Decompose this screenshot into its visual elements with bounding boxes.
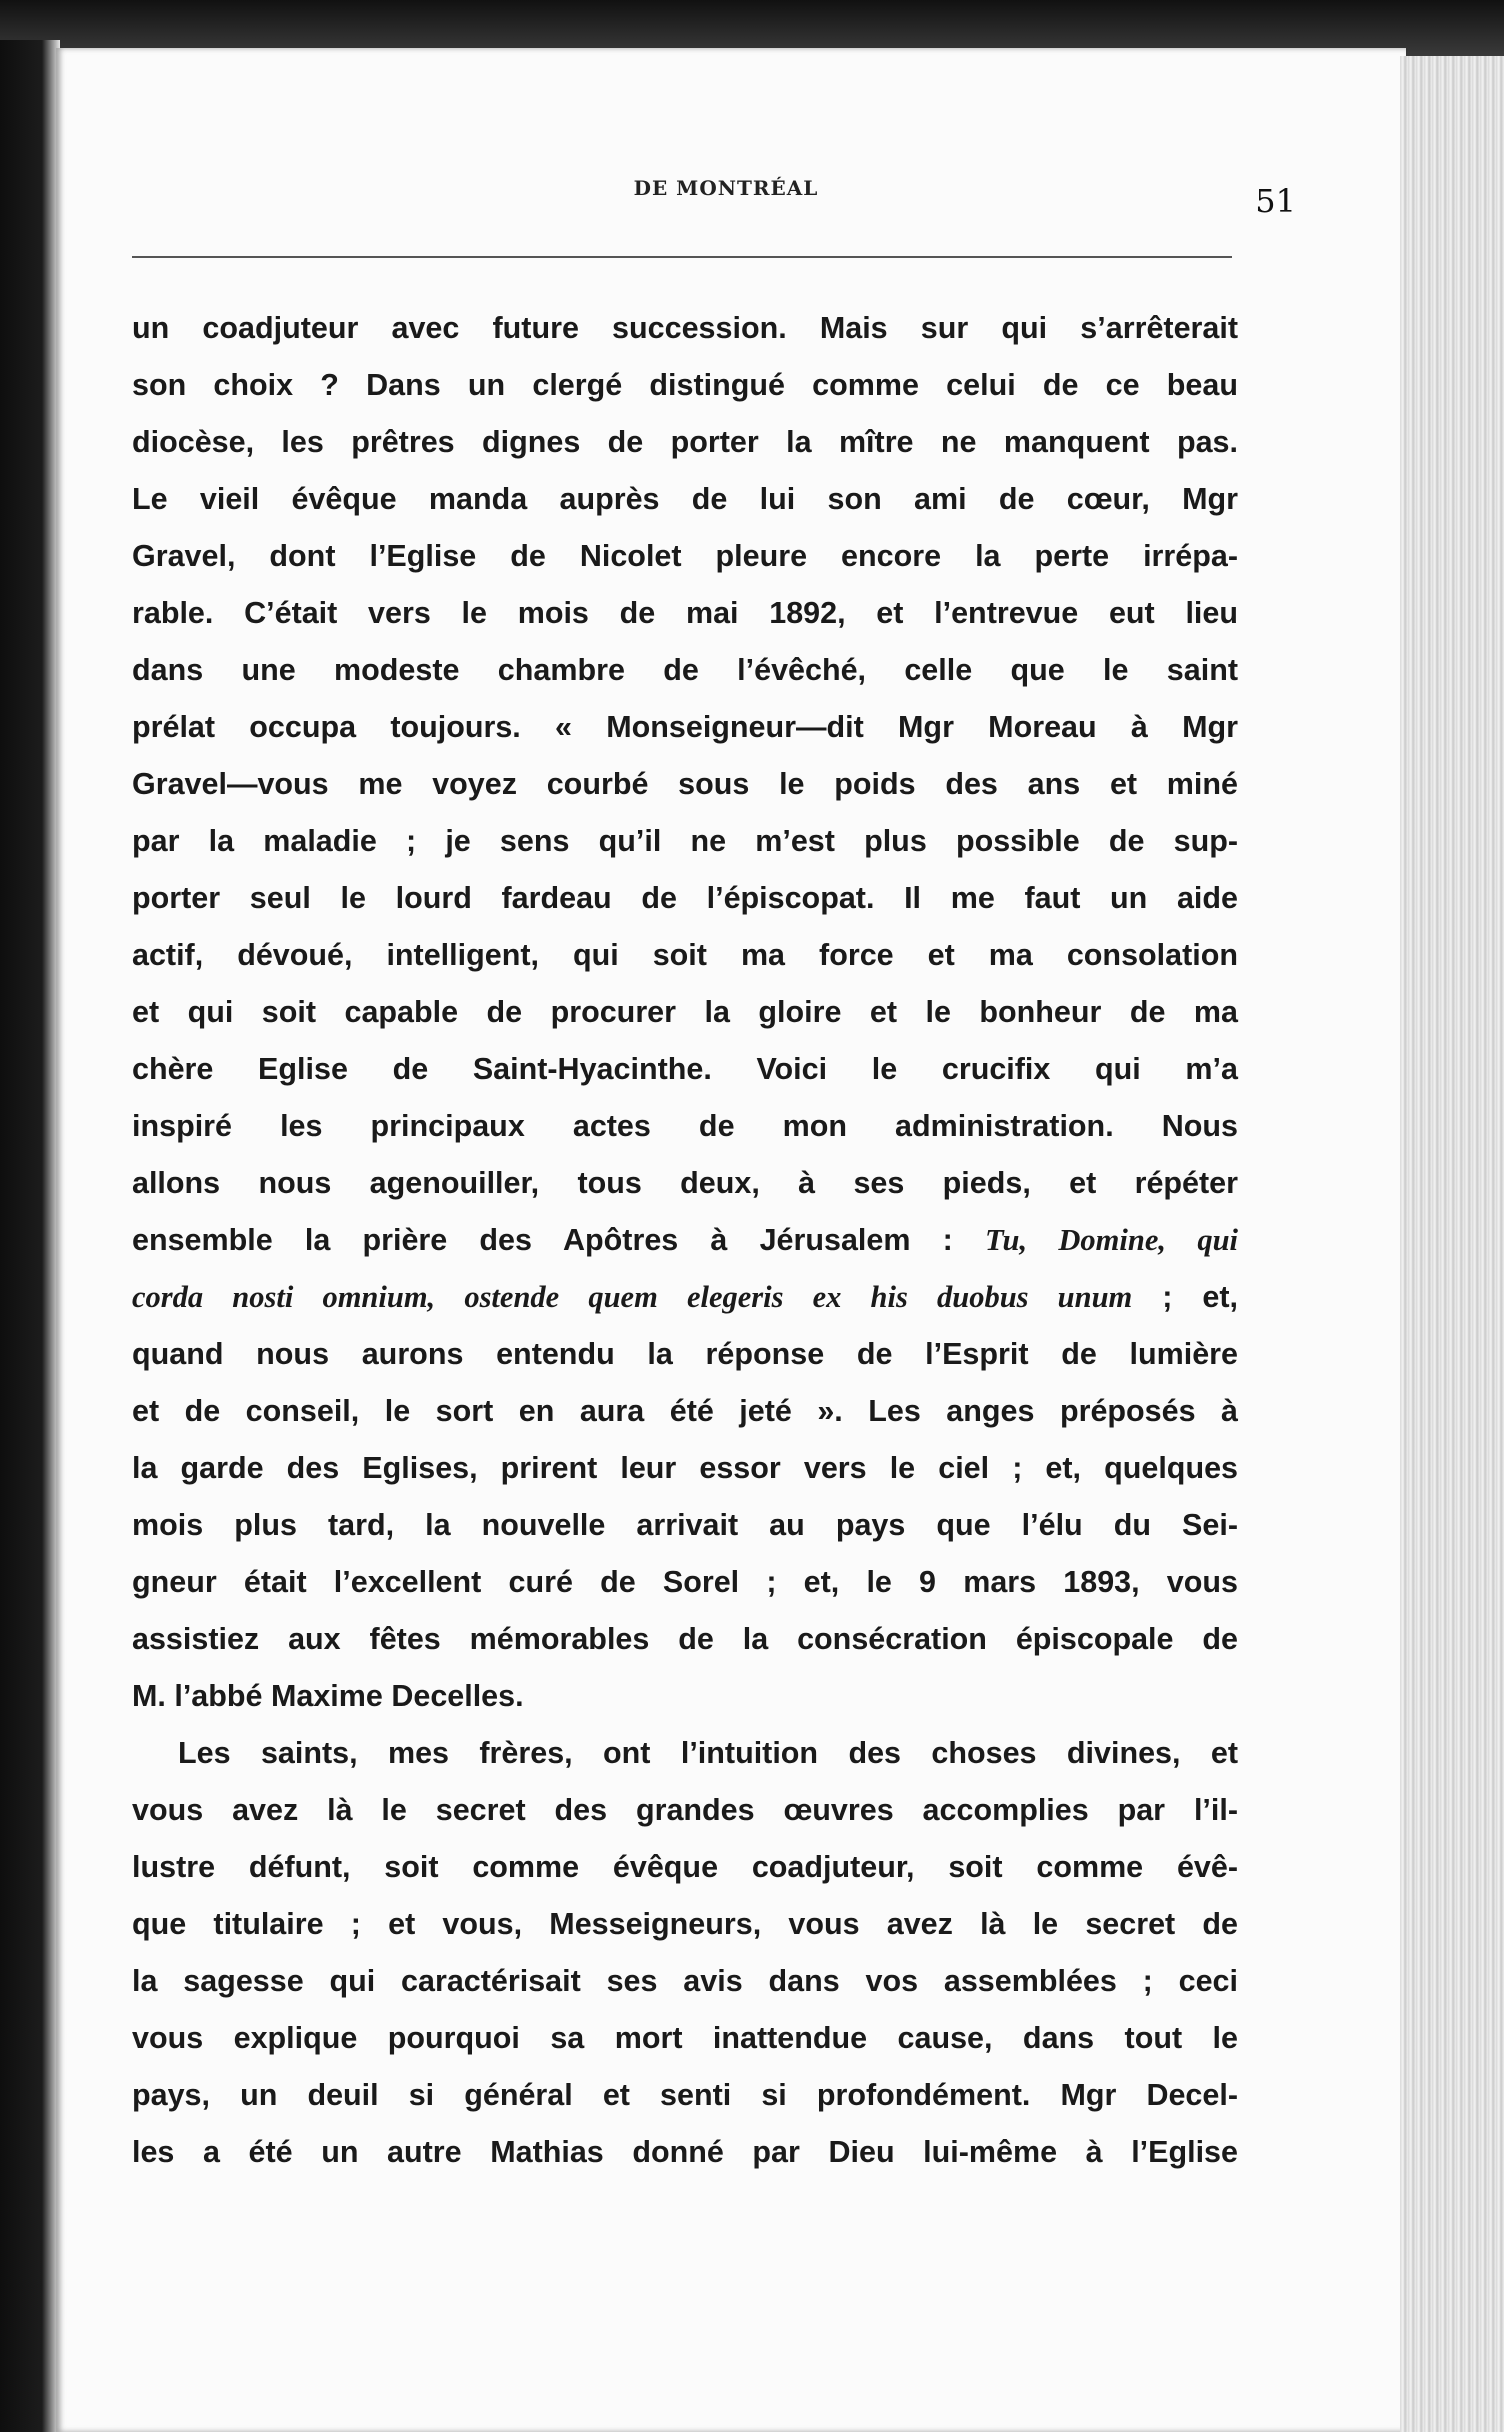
text-line-latin-start: [132, 1212, 1238, 1269]
text-line: Gravel, dont l’Eglise de Nicolet pleure encore la perte irrépa-: [132, 539, 1238, 573]
text-line: allons nous agenouiller, tous deux, à ses pieds, et répéter: [132, 1166, 1238, 1200]
text-line: chère Eglise de Saint-Hyacinthe. Voici le crucifix qui m’a: [132, 1052, 1238, 1086]
text-line: la sagesse qui caractérisait ses avis dans vos assemblées ; ceci: [132, 1964, 1238, 1998]
text-line: lustre défunt, soit comme évêque coadjuteur, soit comme évê-: [132, 1850, 1238, 1884]
text-segment: ; et,: [1132, 1280, 1238, 1314]
text-line: dans une modeste chambre de l’évêché, celle que le saint: [132, 653, 1238, 687]
text-line: la garde des Eglises, prirent leur essor vers le ciel ; et, quelques: [132, 1451, 1238, 1485]
text-line: vous explique pourquoi sa mort inattendue cause, dans tout le: [132, 2021, 1238, 2055]
text-line: vous avez là le secret des grandes œuvres accomplies par l’il-: [132, 1793, 1238, 1827]
text-line: Le vieil évêque manda auprès de lui son ami de cœur, Mgr: [132, 482, 1238, 516]
text-line: les a été un autre Mathias donné par Dieu lui-même à l’Eglise: [132, 2135, 1238, 2169]
running-head: DE MONTRÉAL: [633, 176, 819, 200]
text-line: gneur était l’excellent curé de Sorel ; et, le 9 mars 1893, vous: [132, 1565, 1238, 1599]
paragraph-start-line: Les saints, mes frères, ont l’intuition des choses divines, et: [178, 1736, 1238, 1770]
text-line: mois plus tard, la nouvelle arrivait au pays que l’élu du Sei-: [132, 1508, 1238, 1542]
text-line: par la maladie ; je sens qu’il ne m’est plus possible de sup-: [132, 824, 1238, 858]
latin-quote: corda nosti omnium, ostende quem elegeris ex his duobus unum: [132, 1280, 1133, 1314]
text-line: que titulaire ; et vous, Messeigneurs, vous avez là le secret de: [132, 1907, 1238, 1941]
page-header: [56, 138, 1406, 220]
text-line: diocèse, les prêtres dignes de porter la mître ne manquent pas.: [132, 425, 1238, 459]
page-number: 51: [1255, 182, 1296, 220]
page-edges-stack: [1400, 56, 1504, 2432]
facing-page-edge: [0, 40, 60, 2432]
text-line: et qui soit capable de procurer la gloire et le bonheur de ma: [132, 995, 1238, 1029]
text-line: rable. C’était vers le mois de mai 1892, et l’entrevue eut lieu: [132, 596, 1238, 630]
text-line: et de conseil, le sort en aura été jeté ». Les anges préposés à: [132, 1394, 1238, 1428]
text-line: assistiez aux fêtes mémorables de la consécration épiscopale de: [132, 1622, 1238, 1656]
body-text: [132, 300, 1238, 2181]
text-segment: ensemble la prière des Apôtres à Jérusalem :: [132, 1223, 985, 1257]
text-line: pays, un deuil si général et senti si profondément. Mgr Decel-: [132, 2078, 1238, 2112]
text-line: porter seul le lourd fardeau de l’épiscopat. Il me faut un aide: [132, 881, 1238, 915]
text-line: un coadjuteur avec future succession. Mais sur qui s’arrêterait: [132, 311, 1238, 345]
text-line: Gravel—vous me voyez courbé sous le poids des ans et miné: [132, 767, 1238, 801]
paragraph-end-line: M. l’abbé Maxime Decelles.: [132, 1679, 524, 1713]
text-line: son choix ? Dans un clergé distingué comme celui de ce beau: [132, 368, 1238, 402]
text-line-latin-end: [132, 1269, 1238, 1326]
text-line: quand nous aurons entendu la réponse de l’Esprit de lumière: [132, 1337, 1238, 1371]
text-line: prélat occupa toujours. « Monseigneur—dit Mgr Moreau à Mgr: [132, 710, 1238, 744]
latin-quote: Tu, Domine, qui: [984, 1223, 1239, 1257]
text-line: actif, dévoué, intelligent, qui soit ma force et ma consolation: [132, 938, 1238, 972]
header-rule: [132, 256, 1232, 258]
text-line: inspiré les principaux actes de mon administration. Nous: [132, 1109, 1238, 1143]
